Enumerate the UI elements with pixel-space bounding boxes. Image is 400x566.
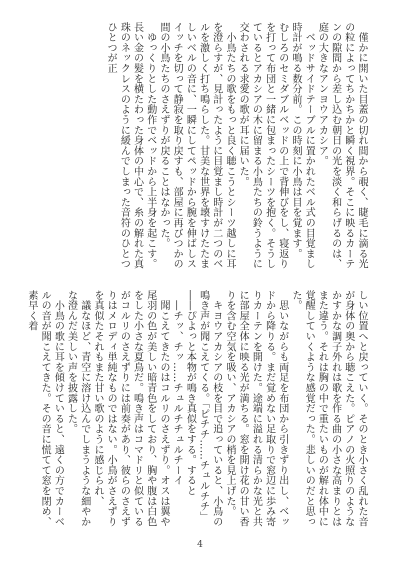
upper-text-block: 僅かに開いた目蓋の切れ間から覗く、睫毛に滴る光の粒によってちかちかと瞬く視界。そこに映るカーテンの隙間から差し込む朝日の光を淡く和らげるのは、庭の大きなアンヨウアカシア。 ベッドサイドテーブルに置かれたベル式の目覚まし時計が鳴る数分前。この時刻に小鳥は目を覚ます。 むしろのセミダブルベッドの上で背伸びをし、寝返りを打って布団と一緒に包まったシーツを抱く。そうしているとアカシアの木に留まる小鳥たちの鈴うように交わされる求愛の歌が耳に届いた。 小鳥たちの歌をもっと良く聴こうとシーツ越しに耳を澄らすが、見計ったように目覚まし時計が二つのベルを激しく打ち鳴らした。甘美な世界を壊すけたたましいベルの音に、一瞬にしてペッドから腕を伸ばしスイッチを切って静寂を取り戻すも、部屋に再びつかの間の小鳥たちのさえずりが戻ることはなかった。 ゆっくりとした動作でベッドから上半身を起こす。長い金の髪を横たわった身体の中心で、糸の解れた真珠のネックレスのように緩んでしまった音符のひとつひとつが正 xyxy=(105,22,367,270)
lower-text-block: しい位置へと戻っていく。そのとき小さく乱れた音が身体の奥から聴こえた。ピアノの火照りのようなかすかな調子外れは歌を作る曲の小さな高まりとはまた違う。それは胸の中で重たいものが解れ体中に覚醒していくような感覚だった。悲しいのだと思った。 思いながらも両足を布団から引きずり出し、ベッドから降りる。まだ覚めない足取りで窓辺に歩み寄りカーテンを開けた。途端に溢れる清らかな光と共に部屋全体に映る光が満ちる。窓を開け花の甘い香りを含む空気を吸い、アカシアの梢を見上げた。 キヨウアカシアの枝を目で追っていると、小鳥の鳴き声が聞こえてくる。「ピチチ……チュルチチ」 ――ぴよっと本物が鳴き真似をする。すると ―チッ、チッ……チュルチチュルチーイ 聞こえてきたのはコルリのさえずり。オスは翼や尾羽の色が美しい暗青色をしており、胸や腹は白色をした小さな夏鳥だ。鳴き声はコマドリと似ているがコルリのさえずりには前奏があり、彼らのさえずりはメロディ単純なものではない。小鳥がさえずりを真似たそれもまた甘い歌のように感じられ、 議なほど、青空に溶け込んでしまうような細やかな澄んだ美しい声を披露した。 小鳥の歌に耳を傾けていると、遠くの方でカーベルの音が聞こえてきた。その音に慌てて窓を閉め、素早く着 xyxy=(25,290,367,527)
page-number: 4 xyxy=(197,540,203,550)
